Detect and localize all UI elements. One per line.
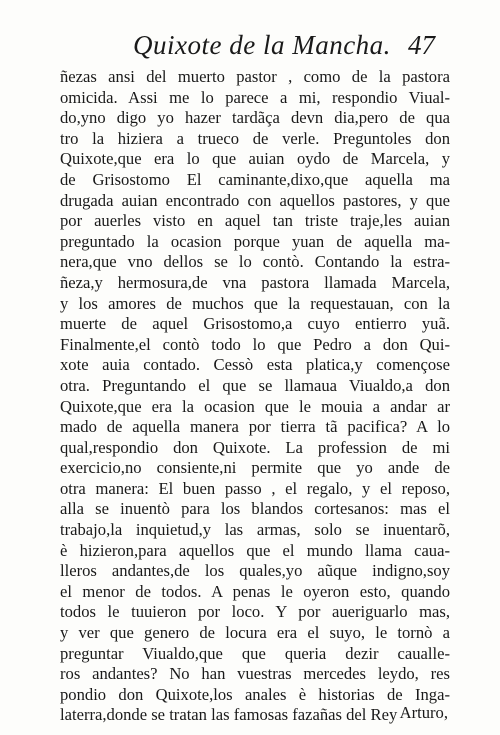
text-line: y los amores de muchos que la requestauan, con la (60, 293, 450, 313)
text-line: do,yno digo yo hazer tardãça devn dia,pero de qua (60, 108, 450, 128)
text-line: laterra,donde se tratan las famosas fazañas del Rey (60, 705, 398, 725)
text-line: qual,respondio don Quixote. La profession de mi (60, 437, 450, 457)
page-header (95, 30, 435, 66)
text-line: alla se inuentò para los blandos cortesanos: mas el (60, 499, 450, 519)
text-line: drugada auian encontrado con aquellos pastores, y que (60, 190, 450, 210)
text-line: Quixote,que era la ocasion que le mouia a andar ar (60, 396, 450, 416)
text-line: Quixote,que era lo que auian oydo de Marcela, y (60, 149, 450, 169)
text-line: ros andantes? No han vuestras mercedes leydo, res (60, 664, 450, 684)
page-number: 47 (408, 30, 435, 60)
text-line: exercicio,no consiente,ni permite que yo ande de (60, 458, 450, 478)
catchword: Arturo, (399, 703, 448, 722)
text-line: otra manera: El buen passo , el regalo, y el reposo, (60, 478, 450, 498)
text-line: todos le tuuieron por loco. Y por aueriguarlo mas, (60, 602, 450, 622)
text-line: por auerles visto en aquel tan triste traje,les auian (60, 211, 450, 231)
text-line: trabajo,la inquietud,y las armas, solo se inuentarõ, (60, 520, 450, 540)
text-line: nera,que vno dellos se lo contò. Contando la estra- (60, 252, 450, 272)
text-line: preguntado la ocasion porque yuan de aquella ma- (60, 231, 450, 251)
running-title: Quixote de la Mancha. (133, 30, 391, 60)
text-line: pondio don Quixote,los anales è historias de Inga- (60, 684, 450, 704)
text-line: è hizieron,para aquellos que el mundo llama caua- (60, 540, 450, 560)
text-line: tro la hiziera a trueco de verle. Preguntoles don (60, 128, 450, 148)
body-text (60, 67, 450, 726)
text-line: ñezas ansi del muerto pastor , como de la pastora (60, 67, 450, 86)
text-line: ñeza,y hermosura,de vna pastora llamada Marcela, (60, 272, 450, 292)
text-line: y ver que genero de locura era el suyo, le tornò a (60, 623, 450, 643)
text-line: mado de aquella manera por tierra tã pacifica? A lo (60, 417, 450, 437)
text-line: de Grisostomo El caminante,dixo,que aquella ma (60, 169, 450, 189)
text-line: otra. Preguntando el que se llamaua Viualdo,a don (60, 375, 450, 395)
text-line: lleros andantes,de los quales,yo aũque indigno,soy (60, 561, 450, 581)
text-line: muerte de aquel Grisostomo,a cuyo entierro yuã. (60, 314, 450, 334)
text-line: xote auia contado. Cessò esta platica,y començose (60, 355, 450, 375)
text-line: el menor de todos. A penas le oyeron esto, quando (60, 581, 450, 601)
text-line: Finalmente,el contò todo lo que Pedro a don Qui- (60, 334, 450, 354)
text-line: preguntar Viualdo,que que queria dezir caualle- (60, 643, 450, 663)
text-line: omicida. Assi me lo parece a mi, respondio Viual- (60, 87, 450, 107)
